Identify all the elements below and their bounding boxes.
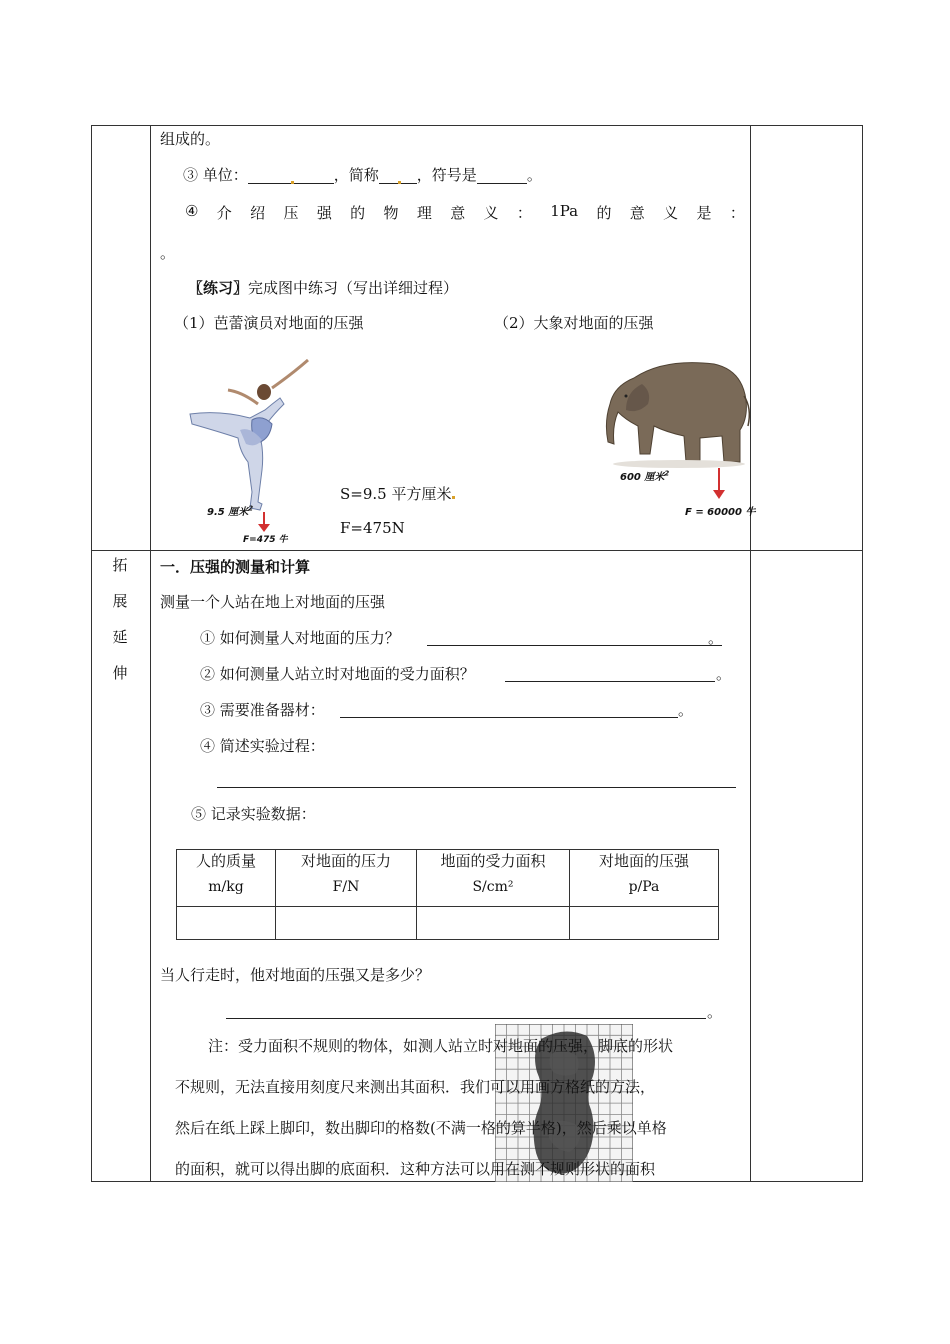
meaning-char: 1Pa <box>550 202 579 220</box>
header-area: 地面的受力面积 S/cm² <box>417 850 570 907</box>
section-intro: 测量一个人站在地上对地面的压强 <box>160 593 386 611</box>
table-row <box>177 907 719 940</box>
walk-question: 当人行走时，他对地面的压强又是多少？ <box>160 966 431 984</box>
meaning-end: 。 <box>160 244 176 262</box>
meaning-char: 是 <box>696 204 712 222</box>
meaning-char: 意 <box>450 204 466 222</box>
meaning-char: 理 <box>416 204 432 222</box>
elephant-force-arrow <box>718 468 720 492</box>
ballet-force-arrowhead <box>258 524 270 532</box>
exercise-heading: 〖练习〗完成图中练习（写出详细过程） <box>188 279 459 297</box>
note-line-2: 不规则，无法直接用刻度尺来测出其面积．我们可以用画方格纸的方法， <box>175 1078 656 1096</box>
row-divider <box>92 550 862 551</box>
meaning-char: 意 <box>629 204 645 222</box>
meaning-char: ④ <box>185 202 199 220</box>
meaning-char: 介 <box>216 204 232 222</box>
exercise-2-label: （2）大象对地面的压强 <box>494 314 654 332</box>
header-pressure: 对地面的压强 p/Pa <box>570 850 719 907</box>
exercise-label: 〖练习〗 <box>188 279 249 297</box>
walk-question-end: 。 <box>707 1003 723 1021</box>
section-heading: 一．压强的测量和计算 <box>160 558 311 576</box>
answer-line-4[interactable] <box>217 787 736 788</box>
meaning-char: 义 <box>663 204 679 222</box>
meaning-char: 义 <box>483 204 499 222</box>
cell-pressure[interactable] <box>570 907 719 940</box>
meaning-char: 物 <box>383 204 399 222</box>
unit-question: ③ 单位： ，简称 ，符号是 。 <box>183 166 542 184</box>
walk-answer-line[interactable] <box>226 1018 706 1019</box>
header-mass: 人的质量 m/kg <box>177 850 276 907</box>
meaning-char: 压 <box>283 204 299 222</box>
ballet-area-label: 9.5 厘米$^2$ <box>207 504 254 518</box>
elephant-force-arrowhead <box>713 490 725 499</box>
elephant-image <box>604 356 754 468</box>
question-1-end: 。 <box>708 629 724 647</box>
meaning-char: 绍 <box>250 204 266 222</box>
meaning-char: ： <box>516 204 532 222</box>
answer-line-2[interactable] <box>505 681 715 682</box>
question-2-end: 。 <box>716 665 732 683</box>
meaning-char: 的 <box>596 204 612 222</box>
note-line-1: 注：受力面积不规则的物体，如测人站立时对地面的压强，脚底的形状 <box>208 1037 674 1055</box>
question-1: ① 如何测量人对地面的压力？ <box>200 629 400 647</box>
question-4: ④ 简述实验过程： <box>200 737 325 755</box>
cell-mass[interactable] <box>177 907 276 940</box>
abbreviation-blank[interactable] <box>379 169 417 184</box>
side-char-2: 展 <box>112 592 128 610</box>
meaning-char: 的 <box>350 204 366 222</box>
exercise-1-label: （1）芭蕾演员对地面的压强 <box>174 314 364 332</box>
header-force: 对地面的压力 F/N <box>276 850 417 907</box>
column-divider-left <box>150 126 151 1181</box>
meaning-question <box>185 202 745 220</box>
question-3: ③ 需要准备器材： <box>200 701 325 719</box>
question-5: ⑤ 记录实验数据： <box>191 805 316 823</box>
elephant-area-label: 600 厘米$^2$ <box>620 469 670 483</box>
answer-line-1-tail <box>708 645 722 646</box>
answer-line-1[interactable] <box>427 645 709 646</box>
question-2: ② 如何测量人站立时对地面的受力面积？ <box>200 665 475 683</box>
unit-blank[interactable] <box>248 169 334 184</box>
meaning-char: ： <box>729 204 745 222</box>
note-line-3: 然后在纸上踩上脚印，数出脚印的格数(不满一格的算半格)，然后乘以单格 <box>175 1119 667 1137</box>
cell-force[interactable] <box>276 907 417 940</box>
data-table <box>176 849 719 940</box>
note-line-4: 的面积，就可以得出脚的底面积．这种方法可以用在测不规则形状的面积 <box>175 1160 656 1178</box>
area-value: S=9.5 平方厘米 <box>340 485 455 503</box>
ballet-force-label: F=475 牛 <box>243 535 288 545</box>
side-char-1: 拓 <box>112 556 128 574</box>
symbol-blank[interactable] <box>477 169 527 184</box>
side-char-3: 延 <box>112 628 128 646</box>
side-char-4: 伸 <box>112 664 128 682</box>
elephant-force-label: F = 60000 牛 <box>685 507 756 518</box>
side-label <box>91 556 149 682</box>
meaning-char: 强 <box>316 204 332 222</box>
question-3-end: 。 <box>678 701 694 719</box>
continued-text: 组成的。 <box>160 130 221 148</box>
cell-area[interactable] <box>417 907 570 940</box>
table-header-row <box>177 850 719 907</box>
force-value: F=475N <box>340 519 405 537</box>
answer-line-3[interactable] <box>340 717 678 718</box>
column-divider-right <box>750 126 751 1181</box>
